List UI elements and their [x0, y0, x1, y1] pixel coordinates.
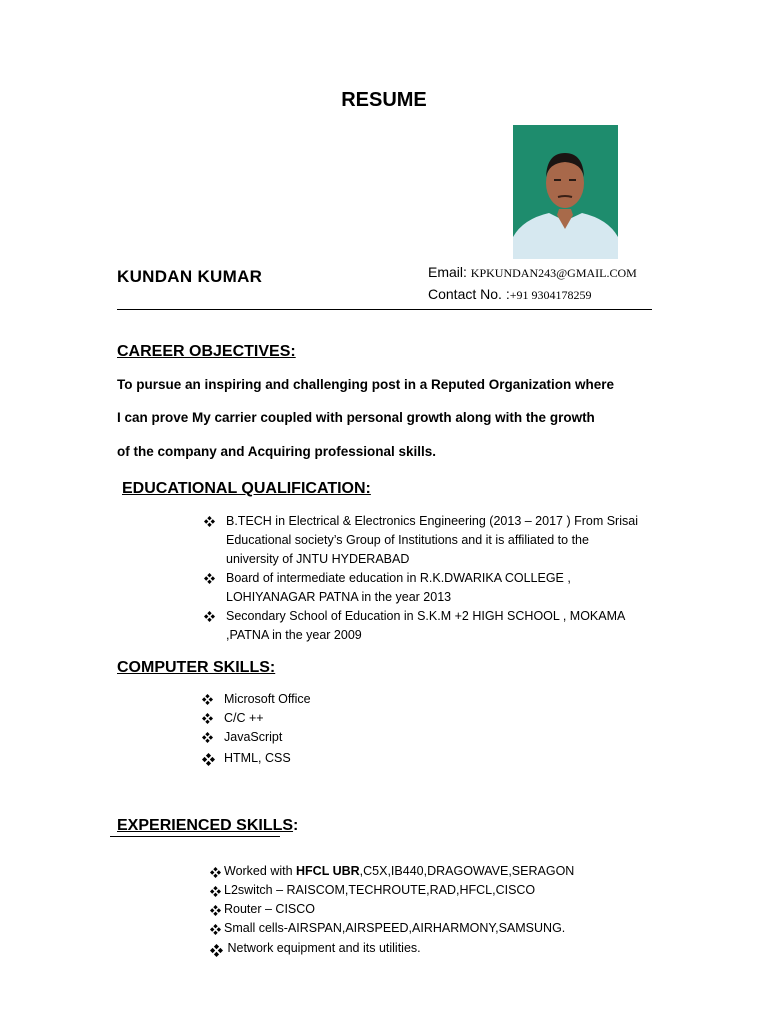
education-text: B.TECH in Electrical & Electronics Engineering (2013 – 2017 ) From Srisai — [226, 514, 638, 528]
phone-line — [428, 286, 591, 303]
list-item — [210, 939, 670, 958]
education-text: Secondary School of Education in S.K.M +2 HIGH SCHOOL , MOKAMA — [226, 609, 626, 623]
diamond-bullet-icon — [202, 690, 213, 705]
resume-title: RESUME — [341, 89, 427, 111]
skill-text: JavaScript — [224, 730, 283, 744]
experienced-skills-list — [210, 862, 670, 958]
list-item — [204, 569, 644, 607]
experience-text: Worked with — [224, 864, 297, 878]
experience-bold-text: HFCL UBR — [296, 864, 360, 878]
career-objective-line: of the company and Acquiring professional skills. — [117, 444, 437, 459]
diamond-bullet-icon — [202, 749, 215, 766]
list-item — [210, 881, 670, 900]
email-label: Email: — [428, 264, 467, 280]
computer-skills-heading: COMPUTER SKILLS: — [117, 659, 276, 676]
career-objective-line: To pursue an inspiring and challenging post in a Reputed Organization where — [117, 377, 615, 392]
education-text: Educational society’s Group of Institutions and it is affiliated to the — [226, 533, 589, 547]
list-item — [210, 900, 670, 919]
career-objective-line: I can prove My carrier coupled with personal growth along with the growth — [117, 410, 595, 425]
experience-text: ,C5X,IB440,DRAGOWAVE,SERAGON — [359, 864, 575, 878]
experienced-skills-title: EXPERIENCED SKILLS — [117, 817, 294, 834]
diamond-bullet-icon — [202, 728, 213, 743]
diamond-bullet-icon — [210, 862, 221, 878]
diamond-bullet-icon — [210, 881, 221, 897]
skill-text: C/C ++ — [224, 711, 264, 725]
experience-text: Small cells-AIRSPAN,AIRSPEED,AIRHARMONY,SAMSUNG. — [224, 921, 566, 935]
person-portrait-icon — [513, 125, 618, 259]
list-item — [204, 607, 644, 645]
heading-underline — [110, 836, 280, 837]
list-item — [204, 512, 644, 569]
experience-text: L2switch – RAISCOM,TECHROUTE,RAD,HFCL,CISCO — [224, 883, 536, 897]
header-divider — [117, 309, 652, 310]
diamond-bullet-icon — [210, 900, 221, 916]
list-item — [202, 728, 502, 747]
education-text: Board of intermediate education in R.K.DWARIKA COLLEGE , — [226, 571, 571, 585]
experience-text: Router – CISCO — [224, 902, 316, 916]
phone-label: Contact No. : — [428, 286, 510, 302]
list-item — [202, 709, 502, 728]
heading-colon: : — [293, 817, 299, 834]
experienced-skills-heading — [117, 817, 298, 835]
diamond-bullet-icon — [210, 919, 221, 935]
diamond-bullet-icon — [210, 939, 223, 957]
diamond-bullet-icon — [202, 709, 213, 724]
candidate-name: KUNDAN KUMAR — [117, 267, 263, 286]
profile-photo — [513, 125, 618, 259]
computer-skills-list — [202, 690, 502, 768]
skill-text: HTML, CSS — [224, 751, 291, 765]
list-item — [202, 690, 502, 709]
diamond-bullet-icon — [204, 607, 215, 622]
experience-text: Network equipment and its utilities. — [224, 941, 421, 955]
email-value: KPKUNDAN243@GMAIL.COM — [470, 266, 637, 280]
diamond-bullet-icon — [204, 569, 215, 584]
career-objectives-heading: CAREER OBJECTIVES: — [117, 343, 296, 360]
education-text: ,PATNA in the year 2009 — [226, 628, 362, 642]
list-item — [210, 862, 670, 881]
education-list — [204, 512, 644, 645]
email-line — [428, 264, 637, 281]
phone-value: +91 9304178259 — [509, 288, 592, 302]
list-item — [202, 749, 502, 768]
education-heading: EDUCATIONAL QUALIFICATION: — [122, 480, 371, 497]
skill-text: Microsoft Office — [224, 692, 311, 706]
education-text: LOHIYANAGAR PATNA in the year 2013 — [226, 590, 452, 604]
education-text: university of JNTU HYDERABAD — [226, 552, 410, 566]
list-item — [210, 919, 670, 938]
diamond-bullet-icon — [204, 512, 215, 527]
